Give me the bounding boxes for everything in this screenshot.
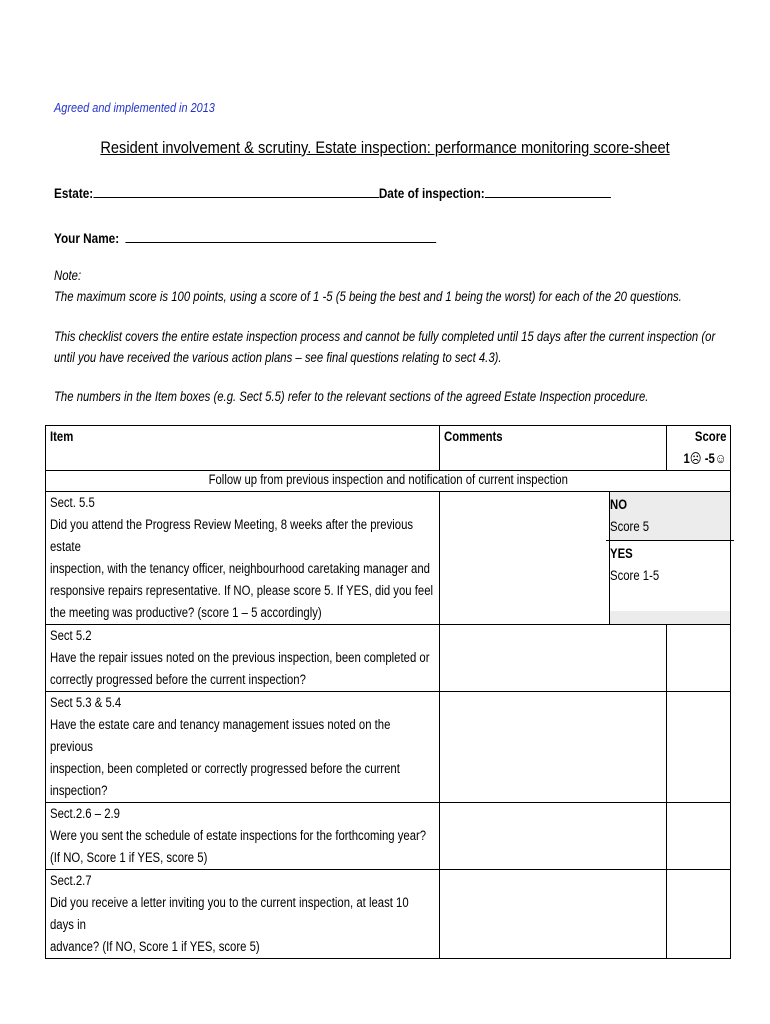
score-cell[interactable] <box>667 692 731 803</box>
section-title: Follow up from previous inspection and notification of current inspection <box>46 471 731 492</box>
comments-cell[interactable] <box>440 492 610 625</box>
name-field[interactable] <box>126 228 437 243</box>
table-row <box>46 492 731 625</box>
comments-cell[interactable] <box>440 625 667 692</box>
yes-no-cell <box>610 492 731 625</box>
item-cell: Sect.2.7 Did you receive a letter inviting you to the current inspection, at least 10 days in advance? (If NO, Score 1 if YES, score 5) <box>46 870 440 959</box>
date-label: Date of inspection: <box>378 185 485 201</box>
score-cell[interactable] <box>667 625 731 692</box>
note-checklist-line-1: This checklist covers the entire estate inspection process and cannot be fully completed until 15 days after the current inspection (or <box>54 329 716 344</box>
estate-field-line <box>54 183 717 201</box>
estate-label: Estate: <box>54 185 94 201</box>
header-comments: Comments <box>440 426 667 471</box>
section-row <box>46 471 731 492</box>
note-max-score: The maximum score is 100 points, using a score of 1 -5 (5 being the best and 1 being the worst) for each of the 20 questions. <box>54 289 682 304</box>
note-heading: Note: <box>54 268 82 283</box>
comments-cell[interactable] <box>440 692 667 803</box>
header-item: Item <box>46 426 440 471</box>
score-cell[interactable] <box>667 870 731 959</box>
note-numbers: The numbers in the Item boxes (e.g. Sect 5.5) refer to the relevant sections of the agreed Estate Inspection procedure. <box>54 389 649 404</box>
table-row <box>46 625 731 692</box>
item-cell: Sect.2.6 – 2.9 Were you sent the schedule of estate inspections for the forthcoming year? (If NO, Score 1 if YES, score 5) <box>46 803 440 870</box>
date-field[interactable] <box>485 183 611 198</box>
name-label: Your Name: <box>54 230 120 246</box>
name-field-line <box>54 228 509 246</box>
table-row <box>46 870 731 959</box>
estate-field[interactable] <box>93 183 379 198</box>
comments-cell[interactable] <box>440 803 667 870</box>
item-cell: Sect 5.3 & 5.4 Have the estate care and tenancy management issues noted on the previous inspection, been completed or correctly progressed before the current inspection? <box>46 692 440 803</box>
table-row <box>46 692 731 803</box>
table-row <box>46 803 731 870</box>
item-cell: Sect. 5.5 Did you attend the Progress Review Meeting, 8 weeks after the previous estate inspection, with the tenancy officer, neighbourhood caretaking manager and responsive repairs representative. If NO, please score 5. If YES, did you feel the meeting was productive? (score 1 – 5 accordingly) <box>46 492 440 625</box>
score-cell[interactable] <box>667 803 731 870</box>
note-checklist-line-2: until you have received the various action plans – see final questions relating to sect 4.3). <box>54 350 502 365</box>
comments-cell[interactable] <box>440 870 667 959</box>
item-cell: Sect 5.2 Have the repair issues noted on the previous inspection, been completed or correctly progressed before the current inspection? <box>46 625 440 692</box>
yes-option: YES Score 1-5 <box>606 541 734 611</box>
header-score: Score 1☹ -5☺ <box>667 426 731 471</box>
agreed-note: Agreed and implemented in 2013 <box>54 100 215 115</box>
score-table <box>45 425 731 959</box>
page-title: Resident involvement & scrutiny. Estate inspection: performance monitoring score-sheet <box>100 138 670 157</box>
table-header-row <box>46 426 731 471</box>
no-option: NO Score 5 <box>606 492 734 541</box>
